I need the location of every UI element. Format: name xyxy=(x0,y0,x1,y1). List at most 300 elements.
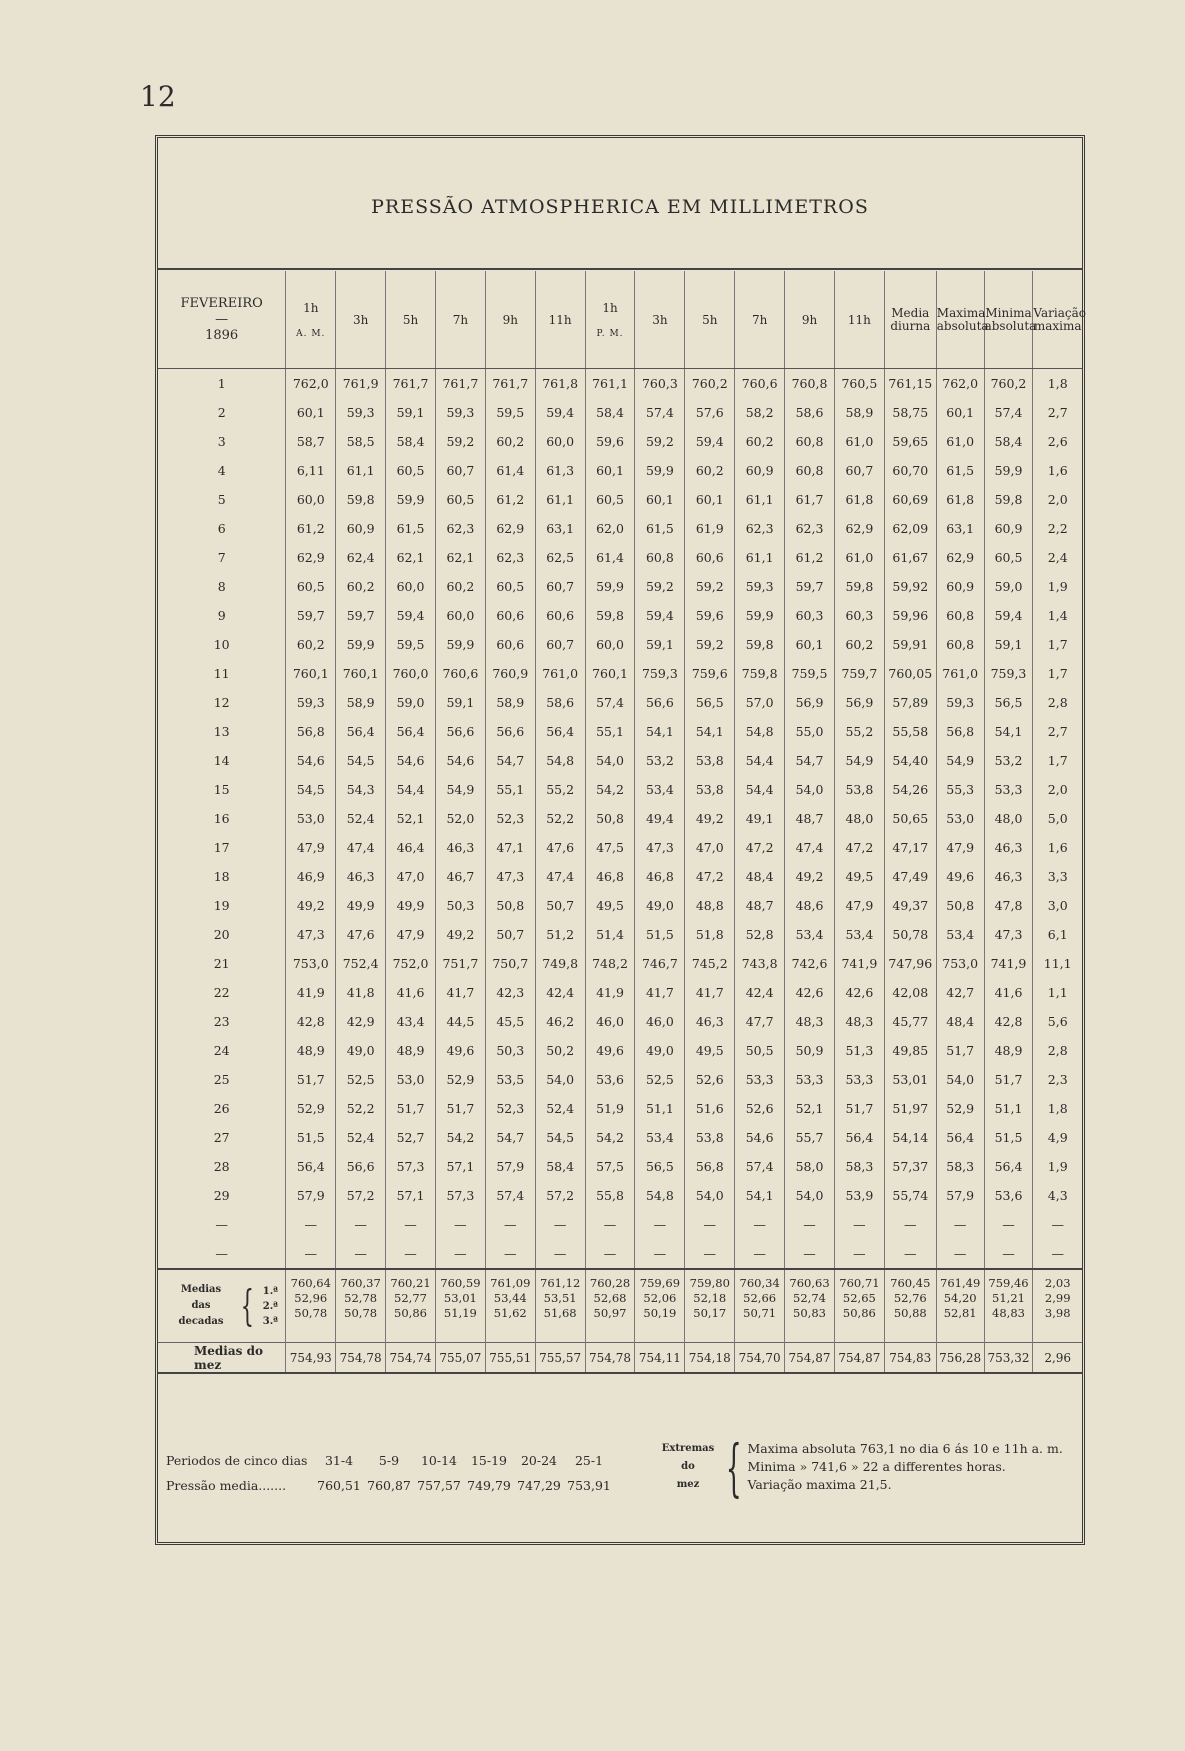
value-cell: 761,0 xyxy=(535,659,585,688)
month-mean-cell: 754,70 xyxy=(735,1343,785,1374)
value-cell: 54,0 xyxy=(585,746,635,775)
value-cell: 61,0 xyxy=(936,427,984,456)
value-cell: 54,40 xyxy=(884,746,936,775)
pressure-value: 757,57 xyxy=(417,1478,461,1493)
value-cell: 59,65 xyxy=(884,427,936,456)
value-cell: 56,5 xyxy=(635,1152,685,1181)
value-cell: 61,0 xyxy=(834,543,884,572)
table-row xyxy=(158,688,1082,717)
value-cell: 59,2 xyxy=(435,427,485,456)
value-cell: 60,6 xyxy=(685,543,735,572)
value-cell: 761,9 xyxy=(336,369,386,399)
value-cell: 57,4 xyxy=(735,1152,785,1181)
value-cell: 2,8 xyxy=(1033,688,1082,717)
value-cell: 743,8 xyxy=(735,949,785,978)
value-cell: 42,6 xyxy=(785,978,835,1007)
value-cell: 54,6 xyxy=(735,1123,785,1152)
header-hour: 7h xyxy=(735,271,785,369)
value-cell: 42,8 xyxy=(984,1007,1033,1036)
value-cell: 50,3 xyxy=(435,891,485,920)
value-cell: 50,9 xyxy=(785,1036,835,1065)
value-cell: 62,5 xyxy=(535,543,585,572)
value-cell: 56,8 xyxy=(286,717,336,746)
value-cell: 59,2 xyxy=(635,572,685,601)
day-cell: 18 xyxy=(213,869,230,884)
value-cell: 57,9 xyxy=(485,1152,535,1181)
month-mean-cell: 754,93 xyxy=(286,1343,336,1374)
day-cell: 5 xyxy=(217,492,226,507)
value-cell: 6,1 xyxy=(1033,920,1082,949)
value-cell: 59,9 xyxy=(585,572,635,601)
value-cell: 51,5 xyxy=(286,1123,336,1152)
value-cell: 41,7 xyxy=(435,978,485,1007)
value-cell: 55,3 xyxy=(936,775,984,804)
value-cell: 56,4 xyxy=(336,717,386,746)
value-cell: 2,0 xyxy=(1033,775,1082,804)
value-cell: 49,6 xyxy=(585,1036,635,1065)
period-value: 15-19 xyxy=(470,1453,508,1468)
value-cell: 59,9 xyxy=(386,485,436,514)
value-cell: 762,0 xyxy=(286,369,336,399)
dash-cell: — xyxy=(585,1239,635,1269)
value-cell: 57,5 xyxy=(585,1152,635,1181)
value-cell: 59,92 xyxy=(884,572,936,601)
dash-cell: — xyxy=(1033,1239,1082,1269)
dash-cell: — xyxy=(735,1239,785,1269)
value-cell: 58,9 xyxy=(336,688,386,717)
value-cell: 47,4 xyxy=(535,862,585,891)
value-cell: 60,8 xyxy=(936,630,984,659)
decade-means-row xyxy=(158,1269,1082,1343)
value-cell: 58,0 xyxy=(785,1152,835,1181)
day-cell: 7 xyxy=(217,550,226,565)
header-hour: 5h xyxy=(685,271,735,369)
value-cell: 59,8 xyxy=(735,630,785,659)
value-cell: 53,3 xyxy=(984,775,1033,804)
value-cell: 51,4 xyxy=(585,920,635,949)
value-cell: 50,78 xyxy=(884,920,936,949)
value-cell: 49,6 xyxy=(936,862,984,891)
day-cell: 24 xyxy=(213,1043,230,1058)
value-cell: 52,2 xyxy=(535,804,585,833)
value-cell: 51,97 xyxy=(884,1094,936,1123)
value-cell: 49,5 xyxy=(834,862,884,891)
value-cell: 52,3 xyxy=(485,1094,535,1123)
value-cell: 61,4 xyxy=(485,456,535,485)
value-cell: 62,1 xyxy=(386,543,436,572)
value-cell: 56,4 xyxy=(386,717,436,746)
value-cell: 49,0 xyxy=(635,1036,685,1065)
dash-cell: — xyxy=(884,1210,936,1239)
value-cell: 60,6 xyxy=(485,601,535,630)
value-cell: 1,9 xyxy=(1033,572,1082,601)
value-cell: 47,8 xyxy=(984,891,1033,920)
value-cell: 752,4 xyxy=(336,949,386,978)
value-cell: 50,8 xyxy=(585,804,635,833)
value-cell: 58,3 xyxy=(834,1152,884,1181)
month-mean-cell: 753,32 xyxy=(984,1343,1033,1374)
value-cell: 53,8 xyxy=(685,1123,735,1152)
pressure-label: Pressão media....... xyxy=(166,1478,287,1493)
value-cell: 745,2 xyxy=(685,949,735,978)
value-cell: 59,2 xyxy=(635,427,685,456)
value-cell: 42,4 xyxy=(535,978,585,1007)
value-cell: 53,5 xyxy=(485,1065,535,1094)
value-cell: 46,0 xyxy=(585,1007,635,1036)
value-cell: 55,7 xyxy=(785,1123,835,1152)
brace: { xyxy=(725,1431,742,1504)
value-cell: 58,4 xyxy=(535,1152,585,1181)
value-cell: 62,9 xyxy=(834,514,884,543)
month-mean-cell: 755,07 xyxy=(435,1343,485,1374)
value-cell: 54,7 xyxy=(485,746,535,775)
day-cell: 2 xyxy=(217,405,226,420)
value-cell: 53,0 xyxy=(286,804,336,833)
value-cell: 56,8 xyxy=(936,717,984,746)
value-cell: 58,4 xyxy=(386,427,436,456)
dash-cell: — xyxy=(215,1246,228,1261)
value-cell: 47,17 xyxy=(884,833,936,862)
value-cell: 55,2 xyxy=(834,717,884,746)
value-cell: 41,6 xyxy=(984,978,1033,1007)
value-cell: 60,2 xyxy=(336,572,386,601)
header-hour: 11h xyxy=(535,271,585,369)
value-cell: 42,3 xyxy=(485,978,535,1007)
value-cell: 49,9 xyxy=(336,891,386,920)
value-cell: 56,6 xyxy=(635,688,685,717)
value-cell: 59,1 xyxy=(435,688,485,717)
value-cell: 53,8 xyxy=(834,775,884,804)
value-cell: 54,4 xyxy=(735,775,785,804)
value-cell: 59,1 xyxy=(635,630,685,659)
day-cell: 27 xyxy=(213,1130,230,1145)
dash-cell: — xyxy=(386,1239,436,1269)
header-hour: 1h A. M. xyxy=(286,271,336,369)
value-cell: 62,3 xyxy=(485,543,535,572)
value-cell: 59,9 xyxy=(735,601,785,630)
value-cell: 51,3 xyxy=(834,1036,884,1065)
extremes-label: Extremas do mez xyxy=(661,1443,715,1490)
value-cell: 760,05 xyxy=(884,659,936,688)
dash-cell: — xyxy=(936,1239,984,1269)
dash-cell: — xyxy=(785,1210,835,1239)
table-row xyxy=(158,543,1082,572)
periods-row xyxy=(166,1448,614,1473)
period-value: 20-24 xyxy=(520,1453,558,1468)
value-cell: 52,4 xyxy=(535,1094,585,1123)
value-cell: 54,7 xyxy=(785,746,835,775)
value-cell: 49,2 xyxy=(286,891,336,920)
header-media-diurna: Media diurna xyxy=(884,271,936,369)
value-cell: 47,2 xyxy=(735,833,785,862)
value-cell: 49,6 xyxy=(435,1036,485,1065)
dash-cell: — xyxy=(215,1217,228,1232)
value-cell: 47,6 xyxy=(336,920,386,949)
month-mean-cell: 755,51 xyxy=(485,1343,535,1374)
value-cell: 60,7 xyxy=(535,572,585,601)
decade-mean-cell: 760,64 52,96 50,78 xyxy=(286,1269,336,1343)
value-cell: 53,4 xyxy=(785,920,835,949)
table-row xyxy=(158,1065,1082,1094)
value-cell: 52,9 xyxy=(435,1065,485,1094)
value-cell: 47,7 xyxy=(735,1007,785,1036)
month-mean-cell: 754,87 xyxy=(834,1343,884,1374)
value-cell: 5,6 xyxy=(1033,1007,1082,1036)
value-cell: 56,6 xyxy=(336,1152,386,1181)
value-cell: 60,2 xyxy=(685,456,735,485)
day-cell: 10 xyxy=(213,637,230,652)
value-cell: 49,1 xyxy=(735,804,785,833)
value-cell: 50,8 xyxy=(936,891,984,920)
value-cell: 61,5 xyxy=(936,456,984,485)
day-cell: 25 xyxy=(213,1072,230,1087)
value-cell: 54,2 xyxy=(585,775,635,804)
value-cell: 43,4 xyxy=(386,1007,436,1036)
value-cell: 48,0 xyxy=(984,804,1033,833)
decade-mean-cell: 759,69 52,06 50,19 xyxy=(635,1269,685,1343)
value-cell: 56,4 xyxy=(834,1123,884,1152)
value-cell: 55,74 xyxy=(884,1181,936,1210)
value-cell: 62,3 xyxy=(785,514,835,543)
dash-cell: — xyxy=(635,1239,685,1269)
value-cell: 42,4 xyxy=(735,978,785,1007)
value-cell: 53,0 xyxy=(386,1065,436,1094)
value-cell: 50,65 xyxy=(884,804,936,833)
value-cell: 60,0 xyxy=(286,485,336,514)
value-cell: 61,0 xyxy=(834,427,884,456)
value-cell: 53,0 xyxy=(936,804,984,833)
value-cell: 52,0 xyxy=(435,804,485,833)
month-extremes xyxy=(658,1431,1063,1504)
value-cell: 51,1 xyxy=(635,1094,685,1123)
day-cell: 11 xyxy=(213,666,230,681)
value-cell: 59,5 xyxy=(386,630,436,659)
decade-mean-cell: 760,34 52,66 50,71 xyxy=(735,1269,785,1343)
value-cell: 53,8 xyxy=(685,775,735,804)
value-cell: 42,8 xyxy=(286,1007,336,1036)
value-cell: 46,8 xyxy=(585,862,635,891)
value-cell: 59,4 xyxy=(386,601,436,630)
value-cell: 59,7 xyxy=(336,601,386,630)
dash-cell: — xyxy=(936,1210,984,1239)
value-cell: 4,9 xyxy=(1033,1123,1082,1152)
table-frame xyxy=(155,135,1085,1545)
value-cell: 2,4 xyxy=(1033,543,1082,572)
value-cell: 761,7 xyxy=(485,369,535,399)
value-cell: 59,3 xyxy=(286,688,336,717)
value-cell: 47,9 xyxy=(936,833,984,862)
value-cell: 60,0 xyxy=(585,630,635,659)
empty-row xyxy=(158,1210,1082,1239)
day-cell: 4 xyxy=(217,463,226,478)
value-cell: 60,7 xyxy=(535,630,585,659)
day-cell: 21 xyxy=(213,956,230,971)
month-mean-cell: 754,74 xyxy=(386,1343,436,1374)
value-cell: 48,4 xyxy=(735,862,785,891)
table-row xyxy=(158,891,1082,920)
header-hour: 9h xyxy=(785,271,835,369)
value-cell: 54,0 xyxy=(685,1181,735,1210)
table-row xyxy=(158,659,1082,688)
value-cell: 747,96 xyxy=(884,949,936,978)
month-mean-cell: 754,78 xyxy=(585,1343,635,1374)
value-cell: 59,0 xyxy=(386,688,436,717)
value-cell: 56,4 xyxy=(984,1152,1033,1181)
empty-row xyxy=(158,1239,1082,1269)
value-cell: 61,5 xyxy=(386,514,436,543)
value-cell: 55,1 xyxy=(585,717,635,746)
header-maxima: Maxima absoluta xyxy=(936,271,984,369)
value-cell: 61,1 xyxy=(535,485,585,514)
table-row xyxy=(158,862,1082,891)
five-day-periods xyxy=(166,1448,614,1498)
value-cell: 54,5 xyxy=(535,1123,585,1152)
value-cell: 58,6 xyxy=(535,688,585,717)
value-cell: 56,8 xyxy=(685,1152,735,1181)
value-cell: 60,6 xyxy=(535,601,585,630)
value-cell: 60,7 xyxy=(834,456,884,485)
value-cell: 2,0 xyxy=(1033,485,1082,514)
value-cell: 57,3 xyxy=(435,1181,485,1210)
table-row xyxy=(158,369,1082,399)
value-cell: 54,7 xyxy=(485,1123,535,1152)
value-cell: 60,5 xyxy=(286,572,336,601)
dash-cell: — xyxy=(485,1239,535,1269)
value-cell: 1,7 xyxy=(1033,659,1082,688)
month-mean-cell: 755,57 xyxy=(535,1343,585,1374)
value-cell: 57,4 xyxy=(984,398,1033,427)
month-mean-cell: 754,87 xyxy=(785,1343,835,1374)
value-cell: 48,0 xyxy=(834,804,884,833)
value-cell: 54,4 xyxy=(386,775,436,804)
value-cell: 60,8 xyxy=(635,543,685,572)
decade-mean-cell: 759,46 51,21 48,83 xyxy=(984,1269,1033,1343)
header-month-year: FEVEREIRO — 1896 xyxy=(158,271,286,369)
value-cell: 51,7 xyxy=(386,1094,436,1123)
day-cell: 8 xyxy=(217,579,226,594)
value-cell: 58,9 xyxy=(834,398,884,427)
day-cell: 16 xyxy=(213,811,230,826)
value-cell: 1,6 xyxy=(1033,833,1082,862)
value-cell: 57,2 xyxy=(336,1181,386,1210)
value-cell: 760,0 xyxy=(386,659,436,688)
value-cell: 60,0 xyxy=(435,601,485,630)
value-cell: 49,0 xyxy=(635,891,685,920)
table-row xyxy=(158,514,1082,543)
value-cell: 60,1 xyxy=(936,398,984,427)
value-cell: 47,0 xyxy=(685,833,735,862)
value-cell: 2,8 xyxy=(1033,1036,1082,1065)
value-cell: 51,9 xyxy=(585,1094,635,1123)
value-cell: 49,5 xyxy=(685,1036,735,1065)
decade-mean-cell: 760,37 52,78 50,78 xyxy=(336,1269,386,1343)
decade-mean-cell: 761,12 53,51 51,68 xyxy=(535,1269,585,1343)
value-cell: 3,0 xyxy=(1033,891,1082,920)
periods-label: Periodos de cinco dias xyxy=(166,1453,308,1468)
value-cell: 47,3 xyxy=(984,920,1033,949)
dash-cell: — xyxy=(785,1239,835,1269)
dash-cell: — xyxy=(1033,1210,1082,1239)
brace: { xyxy=(240,1281,255,1330)
dash-cell: — xyxy=(435,1210,485,1239)
value-cell: 46,0 xyxy=(635,1007,685,1036)
header-hour: 9h xyxy=(485,271,535,369)
day-cell: 22 xyxy=(213,985,230,1000)
dash-cell: — xyxy=(535,1210,585,1239)
value-cell: 760,1 xyxy=(585,659,635,688)
value-cell: 57,9 xyxy=(936,1181,984,1210)
header-hour: 3h xyxy=(635,271,685,369)
value-cell: 746,7 xyxy=(635,949,685,978)
value-cell: 60,2 xyxy=(735,427,785,456)
value-cell: 54,8 xyxy=(635,1181,685,1210)
value-cell: 58,9 xyxy=(485,688,535,717)
value-cell: 60,8 xyxy=(936,601,984,630)
table-row xyxy=(158,1152,1082,1181)
value-cell: 4,3 xyxy=(1033,1181,1082,1210)
day-cell: 1 xyxy=(217,376,226,391)
value-cell: 759,5 xyxy=(785,659,835,688)
value-cell: 60,9 xyxy=(336,514,386,543)
value-cell: 63,1 xyxy=(535,514,585,543)
value-cell: 47,0 xyxy=(386,862,436,891)
value-cell: 63,1 xyxy=(936,514,984,543)
value-cell: 47,5 xyxy=(585,833,635,862)
table-row xyxy=(158,572,1082,601)
value-cell: 50,7 xyxy=(485,920,535,949)
decade-mean-cell: 759,80 52,18 50,17 xyxy=(685,1269,735,1343)
value-cell: 47,1 xyxy=(485,833,535,862)
value-cell: 54,2 xyxy=(435,1123,485,1152)
value-cell: 42,7 xyxy=(936,978,984,1007)
value-cell: 61,1 xyxy=(735,543,785,572)
value-cell: 56,6 xyxy=(485,717,535,746)
value-cell: 761,7 xyxy=(386,369,436,399)
value-cell: 46,8 xyxy=(635,862,685,891)
value-cell: 60,7 xyxy=(435,456,485,485)
value-cell: 47,3 xyxy=(635,833,685,862)
value-cell: 11,1 xyxy=(1033,949,1082,978)
value-cell: 57,89 xyxy=(884,688,936,717)
value-cell: 751,7 xyxy=(435,949,485,978)
dash-cell: — xyxy=(984,1239,1033,1269)
value-cell: 51,5 xyxy=(635,920,685,949)
value-cell: 54,1 xyxy=(735,1181,785,1210)
value-cell: 49,2 xyxy=(685,804,735,833)
value-cell: 60,9 xyxy=(936,572,984,601)
value-cell: 47,6 xyxy=(535,833,585,862)
table-row xyxy=(158,456,1082,485)
value-cell: 46,3 xyxy=(435,833,485,862)
value-cell: 59,6 xyxy=(685,601,735,630)
value-cell: 52,1 xyxy=(785,1094,835,1123)
value-cell: 49,2 xyxy=(435,920,485,949)
value-cell: 57,4 xyxy=(585,688,635,717)
header-row xyxy=(158,271,1082,369)
table-row xyxy=(158,1181,1082,1210)
page-number: 12 xyxy=(140,80,176,113)
day-cell: 29 xyxy=(213,1188,230,1203)
extreme-min: Minima » 741,6 » 22 a differentes horas. xyxy=(747,1459,1006,1474)
month-mean-cell: 754,78 xyxy=(336,1343,386,1374)
value-cell: 54,26 xyxy=(884,775,936,804)
value-cell: 48,7 xyxy=(785,804,835,833)
value-cell: 48,3 xyxy=(834,1007,884,1036)
value-cell: 56,4 xyxy=(286,1152,336,1181)
value-cell: 47,9 xyxy=(386,920,436,949)
value-cell: 49,37 xyxy=(884,891,936,920)
value-cell: 53,2 xyxy=(984,746,1033,775)
